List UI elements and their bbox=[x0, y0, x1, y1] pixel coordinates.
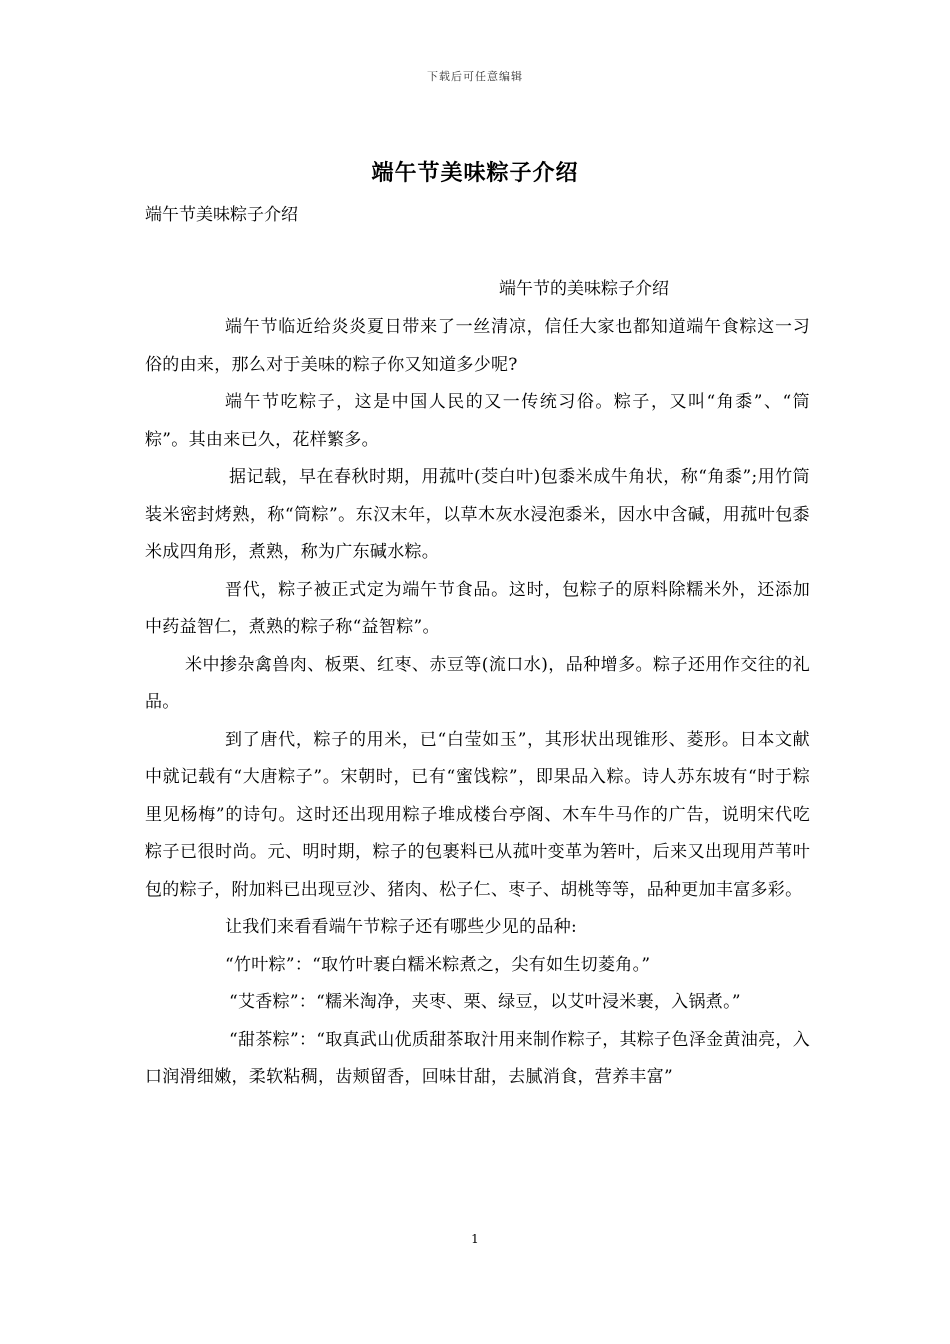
paragraph-bamboo-leaf-zongzi: “竹叶粽”：“取竹叶裹白糯米粽煮之，尖有如生切菱角。” bbox=[225, 954, 651, 975]
paragraph-tang-dynasty: 到了唐代，粽子的用米，已“白莹如玉”，其形状出现锥形、菱形。日本文献中就记载有“大唐粽子”。宋朝时，已有“蜜饯粽”，即果品入粽。诗人苏东坡有“时于粽里见杨梅”的诗句。这时还出现用粽子堆成楼台亭阁、木车牛马作的广告，说明宋代吃粽子已很时尚。元、明时期，粽子的包裹料已从菰叶变革为箬叶，后来又出现用芦苇叶包的粽子，附加料已出现豆沙、猪肉、松子仁、枣子、胡桃等等，品种更加丰富多彩。 bbox=[145, 729, 810, 900]
paragraph-mugwort-zongzi: “艾香粽”：“糯米淘净，夹枣、栗、绿豆，以艾叶浸米裹，入锅煮。” bbox=[229, 992, 741, 1012]
document-body bbox=[145, 309, 810, 1097]
paragraph-intro: 端午节临近给炎炎夏日带来了一丝清凉，信任大家也都知道端午食粽这一习俗的由来，那么对于美味的粽子你又知道多少呢? bbox=[145, 317, 810, 375]
header-note: 下载后可任意编辑 bbox=[427, 70, 523, 83]
paragraph-records: 据记载，早在春秋时期，用菰叶(茭白叶)包黍米成牛角状，称“角黍”;用竹筒装米密封烤熟，称“筒粽”。东汉末年，以草木灰水浸泡黍米，因水中含碱，用菰叶包黍米成四角形，煮熟，称为广东碱水粽。 bbox=[145, 467, 810, 562]
paragraph-custom: 端午节吃粽子，这是中国人民的又一传统习俗。粽子，又叫“角黍”、“筒粽”。其由来已久，花样繁多。 bbox=[145, 392, 810, 450]
paragraph-ingredients: 米中掺杂禽兽肉、板栗、红枣、赤豆等(流口水)，品种增多。粽子还用作交往的礼品。 bbox=[145, 654, 810, 712]
page-number: 1 bbox=[471, 1232, 479, 1246]
document-subtitle: 端午节美味粽子介绍 bbox=[145, 205, 298, 225]
section-heading: 端午节的美味粽子介绍 bbox=[499, 279, 669, 299]
paragraph-sweet-tea-zongzi: “甜茶粽”：“取真武山优质甜茶取汁用来制作粽子，其粽子色泽金黄油亮，入口润滑细嫩，柔软粘稠，齿颊留香，回味甘甜，去腻消食，营养丰富” bbox=[145, 1029, 810, 1087]
document-title: 端午节美味粽子介绍 bbox=[371, 160, 579, 186]
paragraph-jin-dynasty: 晋代，粽子被正式定为端午节食品。这时，包粽子的原料除糯米外，还添加中药益智仁，煮熟的粽子称“益智粽”。 bbox=[145, 579, 810, 637]
paragraph-varieties-intro: 让我们来看看端午节粽子还有哪些少见的品种: bbox=[225, 917, 578, 937]
